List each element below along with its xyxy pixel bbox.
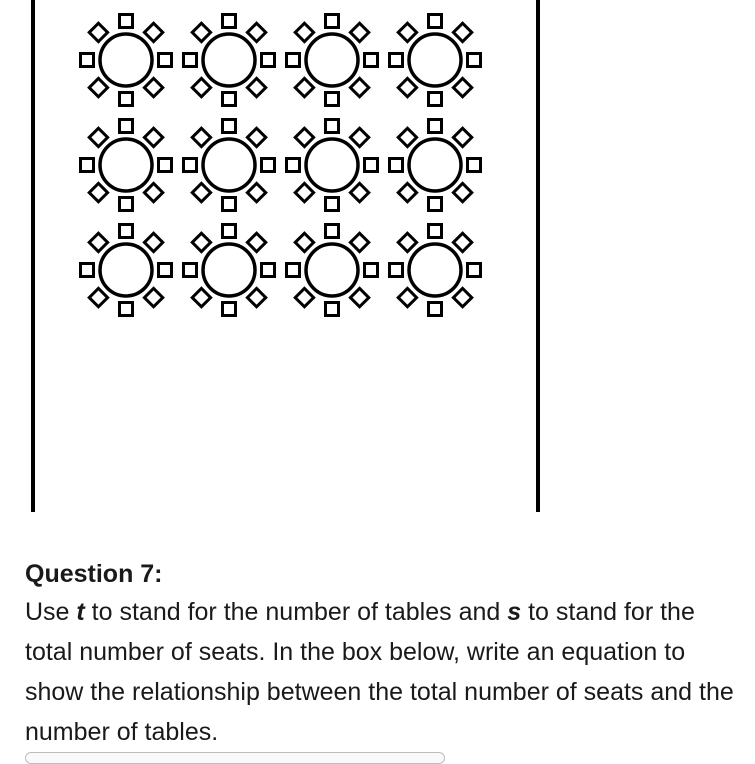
question-text (25, 592, 740, 752)
answer-box[interactable] (25, 752, 445, 764)
round-table (409, 244, 461, 296)
seat (429, 120, 442, 133)
seat (390, 54, 403, 67)
seat (81, 54, 94, 67)
seat (453, 23, 471, 41)
seat (223, 303, 236, 316)
seat (223, 225, 236, 238)
question-text-part: to stand for the total number of seats. In the box below, write an equation to show the relationship between the total number of seats and the number of tables. (25, 598, 734, 746)
seat (223, 120, 236, 133)
seat (120, 93, 133, 106)
seat (144, 23, 162, 41)
seat (350, 183, 368, 201)
question-text-part: to stand for the number of tables and (84, 598, 508, 626)
seat (192, 288, 210, 306)
seat (326, 93, 339, 106)
seat (365, 264, 378, 277)
seat (287, 54, 300, 67)
seat (326, 120, 339, 133)
round-table (100, 244, 152, 296)
seat (89, 288, 107, 306)
variable-s: s (507, 598, 522, 626)
tables-group (81, 15, 481, 316)
seat (429, 93, 442, 106)
seat (350, 23, 368, 41)
seat (89, 78, 107, 96)
seat (120, 15, 133, 28)
seat (192, 23, 210, 41)
round-table (100, 139, 152, 191)
seat (247, 78, 265, 96)
seat (184, 264, 197, 277)
seat (326, 198, 339, 211)
seat (192, 233, 210, 251)
seat (295, 183, 313, 201)
seat (365, 54, 378, 67)
seat (398, 128, 416, 146)
table-with-seats (390, 225, 481, 316)
seat (262, 264, 275, 277)
seat (429, 303, 442, 316)
seat (468, 264, 481, 277)
seat (398, 233, 416, 251)
seat (159, 264, 172, 277)
seat (453, 128, 471, 146)
seat (247, 183, 265, 201)
seat (184, 54, 197, 67)
seat (184, 159, 197, 172)
seat (262, 54, 275, 67)
seat (398, 78, 416, 96)
table-with-seats (390, 15, 481, 106)
seat (390, 159, 403, 172)
round-table (306, 244, 358, 296)
question-title: Question 7: (25, 560, 163, 588)
seat (120, 303, 133, 316)
seat (144, 128, 162, 146)
round-table (203, 34, 255, 86)
seat (89, 128, 107, 146)
seat (350, 233, 368, 251)
seat (144, 78, 162, 96)
table-with-seats (81, 225, 172, 316)
table-with-seats (287, 225, 378, 316)
seat (89, 183, 107, 201)
seat (89, 23, 107, 41)
seat (144, 288, 162, 306)
seat (223, 93, 236, 106)
seat (429, 225, 442, 238)
seat (120, 225, 133, 238)
seat (81, 264, 94, 277)
round-table (203, 139, 255, 191)
seat (350, 128, 368, 146)
seat (326, 15, 339, 28)
seat (295, 288, 313, 306)
table-with-seats (81, 120, 172, 211)
table-with-seats (184, 15, 275, 106)
seat (398, 23, 416, 41)
seat (295, 233, 313, 251)
variable-t: t (76, 598, 85, 626)
seat (192, 128, 210, 146)
seat (159, 159, 172, 172)
round-table (306, 139, 358, 191)
table-with-seats (287, 15, 378, 106)
round-table (203, 244, 255, 296)
question-text-part: Use (25, 598, 77, 626)
seat (468, 159, 481, 172)
table-with-seats (390, 120, 481, 211)
seat (453, 78, 471, 96)
round-table (409, 34, 461, 86)
round-table (409, 139, 461, 191)
seat (468, 54, 481, 67)
seat (365, 159, 378, 172)
seat (262, 159, 275, 172)
seat (247, 288, 265, 306)
table-with-seats (184, 225, 275, 316)
seat (144, 233, 162, 251)
seat (89, 233, 107, 251)
seat (453, 183, 471, 201)
seat (350, 78, 368, 96)
table-with-seats (287, 120, 378, 211)
seat (287, 264, 300, 277)
seat (120, 198, 133, 211)
seat (295, 78, 313, 96)
seat (144, 183, 162, 201)
seat (350, 288, 368, 306)
seat (81, 159, 94, 172)
seat (295, 128, 313, 146)
seat (453, 288, 471, 306)
seat (120, 120, 133, 133)
seat (429, 15, 442, 28)
seat (295, 23, 313, 41)
seat (390, 264, 403, 277)
seat (326, 225, 339, 238)
seat (453, 233, 471, 251)
round-table (306, 34, 358, 86)
seat (326, 303, 339, 316)
seat (159, 54, 172, 67)
seat (223, 15, 236, 28)
seat (429, 198, 442, 211)
seat (192, 183, 210, 201)
table-with-seats (184, 120, 275, 211)
seat (287, 159, 300, 172)
seat (247, 233, 265, 251)
seat (223, 198, 236, 211)
seat (247, 23, 265, 41)
question-block (25, 556, 740, 752)
seat (247, 128, 265, 146)
seat (192, 78, 210, 96)
seat (398, 288, 416, 306)
round-table (100, 34, 152, 86)
seat (398, 183, 416, 201)
table-with-seats (81, 15, 172, 106)
